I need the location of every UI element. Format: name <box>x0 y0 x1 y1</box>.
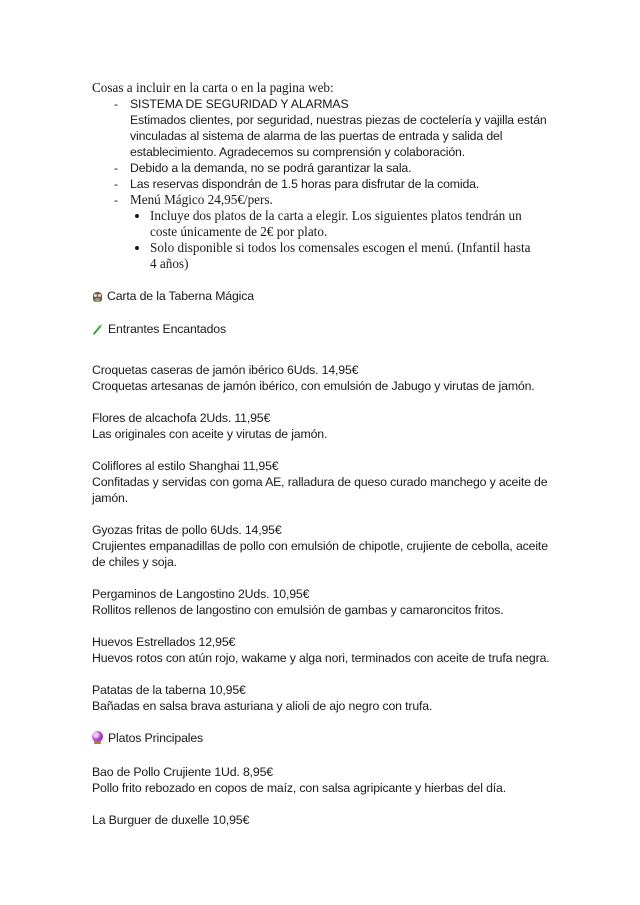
dish-description: Las originales con aceite y virutas de jamón. <box>92 427 328 441</box>
dash-marker: - <box>114 177 118 191</box>
principales-heading <box>92 730 562 746</box>
dish-name: Patatas de la taberna 10,95€ <box>92 683 246 697</box>
list-item-menu-magico <box>92 192 562 272</box>
magic-wand-icon <box>92 322 104 336</box>
spacer <box>92 394 562 410</box>
dish-name: Gyozas fritas de pollo 6Uds. 14,95€ <box>92 523 282 537</box>
carta-title: Carta de la Taberna Mágica <box>107 289 254 303</box>
dash-marker: - <box>114 161 118 175</box>
spacer <box>92 570 562 586</box>
dish-description: de chiles y soja. <box>92 555 177 569</box>
bullet-dot <box>135 214 139 218</box>
dish-item <box>92 410 562 442</box>
spacer <box>92 618 562 634</box>
dish-item <box>92 362 562 394</box>
intro-list <box>92 96 562 272</box>
dish-name: Pergaminos de Langostino 2Uds. 10,95€ <box>92 587 310 601</box>
dish-name: Croquetas caseras de jamón ibérico 6Uds. 14,95€ <box>92 363 359 377</box>
list-item-demand <box>92 160 562 176</box>
list-item-security <box>92 96 562 160</box>
dash-marker: - <box>114 193 118 207</box>
dish-description: jamón. <box>92 491 129 505</box>
menu-magico-bullets <box>130 208 562 272</box>
dish-item <box>92 764 562 796</box>
dish-description: Pollo frito rebozado en copos de maíz, con salsa agripicante y hierbas del día. <box>92 781 507 795</box>
principales-dish-list <box>92 764 562 828</box>
security-text-line: vinculadas al sistema de alarma de las puertas de entrada y salida del <box>130 129 503 143</box>
dish-name: Huevos Estrellados 12,95€ <box>92 635 236 649</box>
carta-heading <box>92 288 562 304</box>
demand-text: Debido a la demanda, no se podrá garantizar la sala. <box>130 161 412 175</box>
reservations-text: Las reservas dispondrán de 1.5 horas para disfrutar de la comida. <box>130 177 480 191</box>
security-text-line: Estimados clientes, por seguridad, nuestras piezas de coctelería y vajilla están <box>130 113 547 127</box>
dish-name: Bao de Pollo Crujiente 1Ud. 8,95€ <box>92 765 273 779</box>
dish-name: La Burguer de duxelle 10,95€ <box>92 813 250 827</box>
bullet-dot <box>135 246 139 250</box>
dish-name: Coliflores al estilo Shanghai 11,95€ <box>92 459 279 473</box>
intro-title: Cosas a incluir en la carta o en la pagina web: <box>92 80 334 95</box>
owl-icon <box>92 290 103 303</box>
entrantes-heading <box>92 321 562 337</box>
spacer <box>92 442 562 458</box>
bullet-text-line: 4 años) <box>150 256 189 271</box>
dish-item <box>92 522 562 570</box>
dish-description: Bañadas en salsa brava asturiana y alioli de ajo negro con trufa. <box>92 699 433 713</box>
bullet-text-line: Solo disponible si todos los comensales escogen el menú. (Infantil hasta <box>150 240 531 255</box>
entrantes-title: Entrantes Encantados <box>108 322 226 336</box>
spacer <box>92 796 562 812</box>
dish-item <box>92 458 562 506</box>
document-page <box>92 80 562 828</box>
security-heading: SISTEMA DE SEGURIDAD Y ALARMAS <box>130 97 349 111</box>
dish-item <box>92 812 562 828</box>
list-item-reservations <box>92 176 562 192</box>
dash-marker: - <box>114 97 118 111</box>
bullet-text-line: coste únicamente de 2€ por plato. <box>150 224 328 239</box>
dish-item <box>92 586 562 618</box>
dish-description: Confitadas y servidas con goma AE, ralladura de queso curado manchego y aceite de <box>92 475 548 489</box>
spacer <box>92 666 562 682</box>
dish-description: Croquetas artesanas de jamón ibérico, con emulsión de Jabugo y virutas de jamón. <box>92 379 535 393</box>
dish-description: Crujientes empanadillas de pollo con emulsión de chipotle, crujiente de cebolla, aceite <box>92 539 548 553</box>
dish-item <box>92 682 562 714</box>
dish-description: Huevos rotos con atún rojo, wakame y alga nori, terminados con aceite de trufa negra. <box>92 651 550 665</box>
entrantes-dish-list <box>92 362 562 714</box>
bullet-item <box>130 208 562 240</box>
dish-description: Rollitos rellenos de langostino con emulsión de gambas y camaroncitos fritos. <box>92 603 504 617</box>
spacer <box>92 506 562 522</box>
dish-name: Flores de alcachofa 2Uds. 11,95€ <box>92 411 271 425</box>
principales-title: Platos Principales <box>108 731 204 745</box>
bullet-text-line: Incluye dos platos de la carta a elegir. Los siguientes platos tendrán un <box>150 208 522 223</box>
bullet-item <box>130 240 562 272</box>
dish-item <box>92 634 562 666</box>
security-text-line: establecimiento. Agradecemos su comprensión y colaboración. <box>130 145 465 159</box>
crystal-ball-icon <box>92 731 104 745</box>
menu-magico-title: Menú Mágico 24,95€/pers. <box>130 192 273 207</box>
